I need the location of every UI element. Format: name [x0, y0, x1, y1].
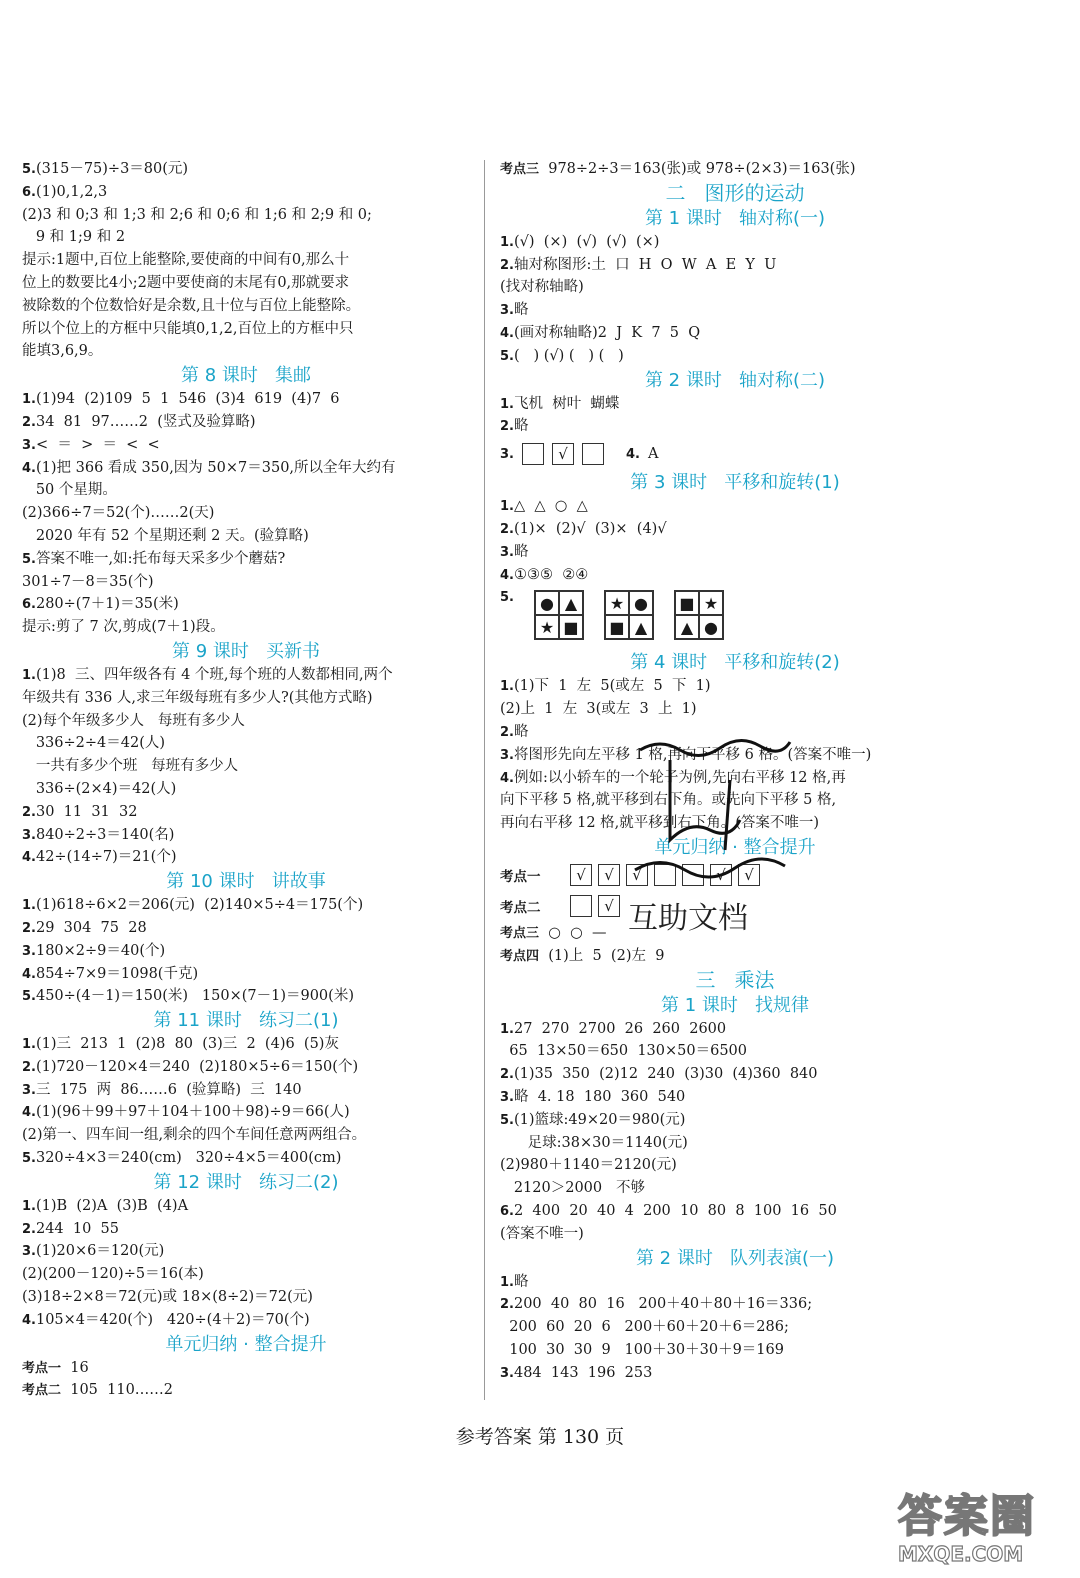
answer-line [22, 1147, 470, 1170]
answer-text: (1)× (2)√ (3)× (4)√ [513, 520, 667, 537]
check-box: √ [626, 864, 648, 886]
question-number: 2. [22, 1059, 36, 1075]
answer-line [22, 502, 470, 525]
answer-line [500, 675, 970, 698]
question-number: 2. [500, 1067, 514, 1083]
answer-line [22, 1286, 470, 1309]
answer-text: 一共有多少个班 每班有多少人 [22, 758, 239, 775]
answer-line [500, 1200, 970, 1223]
answer-text: 450÷(4－1)＝150(米) 150×(7－1)＝900(米) [35, 988, 354, 1005]
section-heading: 第 12 课时 练习二(2) [153, 1171, 339, 1193]
shape-cell: ▲ [675, 615, 699, 639]
answer-line [22, 181, 470, 204]
answer-line [22, 801, 470, 824]
answer-line [22, 318, 470, 341]
answer-line [22, 1379, 470, 1402]
answer-text: 200 60 20 6 200＋60＋20＋6＝286; [500, 1319, 789, 1336]
answer-text: (画对称轴略)2 J K 7 5 Q [513, 324, 701, 341]
answer-line [500, 495, 970, 518]
check-box: √ [710, 864, 732, 886]
question-number: 5. [500, 348, 514, 364]
check-box: √ [570, 864, 592, 886]
section-heading: 三 乘法 [695, 967, 775, 992]
shape-cell: ● [535, 591, 559, 615]
check-box: √ [738, 864, 760, 886]
answer-line [500, 254, 970, 277]
answer-text: 向下平移 5 格,就平移到右下角。或先向下平移 5 格, [500, 792, 837, 809]
question-number: 1. [500, 679, 514, 695]
answer-line [22, 1124, 470, 1147]
answer-text: (答案不唯一) [500, 1225, 584, 1242]
answer-text: 200 40 80 16 200＋40＋80＋16＝336; [513, 1296, 813, 1313]
question-number: 1. [22, 898, 36, 914]
handwritten-watermark-scribble [630, 730, 800, 890]
answer-text: (3)18÷2×8＝72(元)或 18×(8÷2)＝72(元) [22, 1289, 313, 1306]
answer-line [22, 1309, 470, 1332]
answer-line [22, 755, 470, 778]
answer-text: 2120＞2000 不够 [500, 1180, 645, 1197]
question-number: 6. [22, 597, 36, 613]
answer-text: 被除数的个位数恰好是余数,且十位与百位上能整除。 [22, 297, 361, 314]
site-logo-url: MXQE.COM [898, 1542, 1024, 1566]
answer-text: (1)把 366 看成 350,因为 50×7＝350,所以全年大约有 [35, 459, 396, 476]
answer-text: △ △ ○ △ [513, 498, 588, 515]
question-number: 2. [500, 521, 514, 537]
answer-line [22, 1195, 470, 1218]
check-box: √ [552, 443, 574, 465]
question-number: 4. [22, 1105, 36, 1121]
answer-text: 例如:以小轿车的一个轮子为例,先向右平移 12 格,再 [513, 769, 846, 786]
answer-line [500, 1316, 970, 1339]
answer-line [500, 299, 970, 322]
check-box: √ [598, 895, 620, 917]
answer-text: (1)下 1 左 5(或左 5 下 1) [513, 678, 711, 695]
check-box [582, 443, 604, 465]
answer-text: 略 [513, 302, 529, 319]
answer-line [22, 593, 470, 616]
answer-text: 50 个星期。 [22, 482, 117, 499]
answer-text: 9 和 1;9 和 2 [22, 229, 126, 246]
question-number: 3. [22, 437, 36, 453]
question-number: 1. [22, 1037, 36, 1053]
answer-line [22, 1079, 470, 1102]
answer-text: 978÷2÷3＝163(张)或 978÷(2×3)＝163(张) [539, 161, 856, 177]
answer-text: 16 [61, 1359, 89, 1376]
left-column [22, 158, 470, 1402]
section-heading: 第 2 课时 队列表演(一) [635, 1247, 835, 1269]
answer-text: 320÷4×3＝240(cm) 320÷4×5＝400(cm) [35, 1150, 342, 1167]
section-heading: 第 1 课时 轴对称(一) [644, 207, 826, 229]
answer-text: 65 13×50＝650 130×50＝6500 [500, 1043, 748, 1060]
answer-line [22, 204, 470, 227]
question-number: 6. [500, 1203, 514, 1219]
question-number: 5. [500, 590, 514, 606]
answer-line [22, 778, 470, 801]
answer-line [22, 388, 470, 411]
answer-line [22, 411, 470, 434]
shape-cell: ▲ [559, 591, 583, 615]
shape-cell: ★ [535, 615, 559, 639]
answer-line [22, 664, 470, 687]
answer-line [22, 158, 470, 181]
shape-cell: ★ [605, 591, 629, 615]
answer-line [22, 457, 470, 480]
answer-text: ①③⑤ ②④ [513, 566, 589, 583]
shape-grids-row [500, 586, 970, 650]
section-heading: 单元归纳 · 整合提升 [654, 836, 816, 858]
answer-line [500, 1271, 970, 1294]
answer-line [22, 894, 470, 917]
question-number: 4. [500, 325, 514, 341]
answer-text: 略 [513, 723, 529, 740]
check-box [570, 895, 592, 917]
answer-line [500, 1063, 970, 1086]
answer-line-boxes [500, 438, 970, 470]
question-number: 4. [625, 446, 640, 462]
section-heading: 二 图形的运动 [665, 180, 805, 205]
question-number: 3. [500, 544, 514, 560]
answer-text: 840÷2÷3＝140(名) [35, 826, 175, 843]
question-number: 考点二 [22, 1383, 62, 1399]
answer-line [500, 518, 970, 541]
answer-text: 将图形先向左平移 1 格,再向下平移 6 格。(答案不唯一) [513, 746, 872, 763]
answer-line [22, 1357, 470, 1380]
answer-text: 提示:1题中,百位上能整除,要使商的中间有0,那么十 [22, 252, 350, 269]
check-box: √ [598, 864, 620, 886]
answer-line [22, 687, 470, 710]
answer-text: (2)每个年级多少人 每班有多少人 [22, 712, 245, 729]
answer-text: 105 110……2 [61, 1382, 174, 1399]
answer-line [500, 1109, 970, 1132]
answer-text: 29 304 75 28 [35, 919, 147, 936]
section-heading: 第 9 课时 买新书 [171, 640, 321, 662]
answer-line [500, 1040, 970, 1063]
question-number: 1. [500, 234, 514, 250]
answer-text: (1)8 三、四年级各有 4 个班,每个班的人数都相同,两个 [35, 666, 393, 683]
answer-text: 答案不唯一,如:托布每天采多少个蘑菇? [35, 550, 286, 567]
question-number: 3. [500, 1365, 514, 1381]
question-number: 2. [500, 1297, 514, 1313]
answer-text: 2020 年有 52 个星期还剩 2 天。(验算略) [22, 527, 309, 544]
answer-line [500, 393, 970, 416]
answer-text: 42÷(14÷7)＝21(个) [35, 849, 177, 866]
question-number: 4. [22, 1312, 36, 1328]
answer-text: (1)(96＋99＋97＋104＋100＋98)÷9＝66(人) [35, 1104, 350, 1121]
section-heading: 第 4 课时 平移和旋转(2) [630, 652, 840, 674]
question-number: 3. [500, 747, 514, 763]
answer-line [22, 226, 470, 249]
question-number: 3. [22, 827, 36, 843]
question-number: 4. [22, 966, 36, 982]
question-number: 3. [22, 1244, 36, 1260]
answer-line [22, 571, 470, 594]
answer-text: < ＝ > ＝ < < [35, 436, 160, 453]
answer-text: ○ ○ — [539, 924, 607, 941]
answer-line [500, 1086, 970, 1109]
question-number: 5. [22, 551, 36, 567]
answer-line [22, 340, 470, 363]
answer-text: 再向右平移 12 格,就平移到右下角。(答案不唯一) [500, 815, 820, 832]
answer-text: (2)3 和 0;3 和 1;3 和 2;6 和 0;6 和 1;6 和 2;9 和 0; [22, 206, 372, 223]
section-heading: 第 10 课时 讲故事 [166, 871, 326, 893]
question-number: 1. [22, 1198, 36, 1214]
answer-line [500, 345, 970, 368]
answer-line [500, 541, 970, 564]
answer-text: A [647, 446, 659, 463]
answer-text: 轴对称图形:土 口 H O W A E Y U [513, 256, 777, 273]
question-number: 考点三 [500, 925, 540, 941]
answer-line [22, 1101, 470, 1124]
answer-line [500, 1132, 970, 1155]
answer-text: ( ) (√) ( ) ( ) [513, 347, 624, 364]
question-number: 2. [500, 724, 514, 740]
answer-text: (1)三 213 1 (2)8 80 (3)三 2 (4)6 (5)灰 [35, 1036, 339, 1053]
answer-text: 100 30 30 9 100＋30＋30＋9＝169 [500, 1341, 784, 1358]
question-number: 3. [500, 1089, 514, 1105]
answer-text: (2)上 1 左 3(或左 3 上 1) [500, 701, 697, 718]
question-number: 1. [500, 1274, 514, 1290]
answer-text: (1)94 (2)109 5 1 546 (3)4 619 (4)7 6 [35, 391, 340, 408]
answer-line [500, 1154, 970, 1177]
answer-text: (2)980＋1140＝2120(元) [500, 1157, 677, 1174]
answer-text: (1)618÷6×2＝206(元) (2)140×5÷4＝175(个) [35, 897, 364, 914]
answer-text: (2)366÷7＝52(个)……2(天) [22, 505, 215, 522]
answer-text: (2)第一、四车间一组,剩余的四个车间任意两两组合。 [22, 1127, 367, 1144]
answer-text: 三 175 两 86……6 (验算略) 三 140 [35, 1081, 302, 1098]
answer-text: (1)35 350 (2)12 240 (3)30 (4)360 840 [513, 1066, 818, 1083]
question-number: 1. [500, 1021, 514, 1037]
answer-line [22, 548, 470, 571]
answer-text: 336÷2÷4＝42(人) [22, 735, 166, 752]
answer-line [22, 846, 470, 869]
answer-text: (2)(200－120)÷5＝16(本) [22, 1266, 204, 1283]
question-number: 6. [22, 184, 36, 200]
answer-line [500, 322, 970, 345]
answer-text: (1)0,1,2,3 [35, 183, 108, 200]
shape-grid [674, 590, 724, 640]
answer-line [22, 434, 470, 457]
question-number: 考点一 [22, 1360, 62, 1376]
answer-line [22, 1056, 470, 1079]
answer-line [500, 158, 970, 181]
answer-text: 位上的数要比4小;2题中要使商的末尾有0,那就要求 [22, 274, 350, 291]
answer-line [22, 917, 470, 940]
shape-cell: ■ [675, 591, 699, 615]
answer-text: 提示:剪了 7 次,剪成(7＋1)段。 [22, 619, 225, 636]
section-heading: 单元归纳 · 整合提升 [165, 1333, 327, 1355]
question-number: 3. [500, 303, 514, 319]
answer-line [22, 1033, 470, 1056]
column-divider [484, 160, 485, 1400]
answer-text: 34 81 97……2 (竖式及验算略) [35, 413, 256, 430]
section-heading: 第 11 课时 练习二(1) [153, 1010, 339, 1032]
answer-line [22, 1263, 470, 1286]
section-heading: 第 2 课时 轴对称(二) [644, 369, 826, 391]
answer-line [22, 295, 470, 318]
answer-text: (1)B (2)A (3)B (4)A [35, 1197, 189, 1214]
answer-text: (√) (×) (√) (√) (×) [513, 233, 660, 250]
answer-line [500, 1018, 970, 1041]
question-number: 2. [500, 257, 514, 273]
question-number: 考点三 [500, 162, 540, 177]
question-number: 5. [500, 1112, 514, 1128]
question-number: 4. [500, 770, 514, 786]
answer-text: (1)上 5 (2)左 9 [539, 947, 665, 964]
question-number: 3. [22, 1082, 36, 1098]
answer-line [500, 945, 970, 968]
answer-line [22, 525, 470, 548]
answer-line [500, 1223, 970, 1246]
question-number: 5. [22, 989, 36, 1005]
answer-line [500, 1177, 970, 1200]
question-number: 考点四 [500, 948, 540, 964]
site-logo [898, 1480, 1068, 1570]
answer-text: 所以个位上的方框中只能填0,1,2,百位上的方框中只 [22, 320, 354, 337]
answer-line [500, 564, 970, 587]
shape-cell: ★ [699, 591, 723, 615]
answer-line [500, 231, 970, 254]
check-box [522, 443, 544, 465]
question-number: 5. [22, 162, 36, 177]
answer-line [500, 1362, 970, 1385]
answer-text: 2 400 20 40 4 200 10 80 8 100 16 50 [513, 1202, 837, 1219]
question-number: 2. [22, 920, 36, 936]
answer-line [22, 940, 470, 963]
answer-line [22, 616, 470, 639]
watermark-text: 互助文档 [628, 901, 748, 936]
question-number: 1. [22, 667, 36, 683]
shape-cell: ● [629, 591, 653, 615]
question-number: 1. [500, 396, 514, 412]
answer-text: 854÷7×9＝1098(千克) [35, 965, 199, 982]
answer-text: 244 10 55 [35, 1220, 119, 1237]
answer-text: 301÷7－8＝35(个) [22, 573, 154, 590]
question-number: 2. [22, 1221, 36, 1237]
answer-text: 年级共有 336 人,求三年级每班有多少人?(其他方式略) [22, 689, 373, 706]
section-heading: 第 3 课时 平移和旋转(1) [630, 472, 840, 494]
page-footer: 参考答案 第 130 页 [455, 1426, 625, 1448]
answer-text: 足球:38×30＝1140(元) [500, 1134, 688, 1151]
section-heading: 第 1 课时 找规律 [660, 994, 810, 1016]
answer-line [500, 415, 970, 438]
question-number: 4. [500, 567, 514, 583]
question-number: 2. [22, 414, 36, 430]
answer-text: (315－75)÷3＝80(元) [35, 161, 189, 177]
section-heading: 第 8 课时 集邮 [180, 365, 312, 387]
question-number: 2. [500, 419, 514, 435]
checkpoint-label: 考点二 [500, 900, 541, 917]
answer-line [22, 963, 470, 986]
answer-line [500, 1293, 970, 1316]
answer-text: 飞机 树叶 蝴蝶 [513, 395, 620, 412]
shape-cell: ■ [605, 615, 629, 639]
answer-line [500, 1339, 970, 1362]
question-number: 1. [22, 392, 36, 408]
answer-text: 略 [513, 543, 529, 560]
answer-text: 336÷(2×4)＝42(人) [22, 780, 177, 797]
answer-text: 30 11 31 32 [35, 803, 138, 820]
answer-text: 能填3,6,9。 [22, 343, 103, 360]
answer-text: 484 143 196 253 [513, 1364, 653, 1381]
question-number: 3. [500, 446, 514, 462]
answer-line [22, 249, 470, 272]
answer-line [22, 1240, 470, 1263]
shape-grid [604, 590, 654, 640]
answer-text: 105×4＝420(个) 420÷(4＋2)＝70(个) [35, 1311, 310, 1328]
answer-text: 27 270 2700 26 260 2600 [513, 1020, 727, 1037]
question-number: 4. [22, 850, 36, 866]
answer-line [22, 824, 470, 847]
answer-text: 280÷(7＋1)＝35(米) [35, 596, 179, 613]
site-logo-text: 答案圈 [898, 1491, 1036, 1542]
answer-text: 略 4. 18 180 360 540 [513, 1088, 686, 1105]
answer-line [22, 732, 470, 755]
answer-line [500, 276, 970, 299]
shape-grid [534, 590, 584, 640]
answer-line [500, 698, 970, 721]
answer-text: 略 [513, 418, 529, 435]
answer-line [22, 985, 470, 1008]
answer-line [22, 272, 470, 295]
shape-cell: ▲ [629, 615, 653, 639]
question-number: 5. [22, 1151, 36, 1167]
answer-line [22, 710, 470, 733]
answer-text: 略 [513, 1273, 529, 1290]
question-number: 1. [500, 499, 514, 515]
answer-text: (1)720－120×4＝240 (2)180×5÷6＝150(个) [35, 1058, 359, 1075]
question-number: 3. [22, 943, 36, 959]
question-number: 4. [22, 460, 36, 476]
answer-text: (1)20×6＝120(元) [35, 1243, 165, 1260]
answer-text: (找对称轴略) [500, 279, 584, 296]
answer-line [22, 1218, 470, 1241]
question-number: 2. [22, 804, 36, 820]
answer-line [22, 479, 470, 502]
shape-cell: ● [699, 615, 723, 639]
answer-text: (1)篮球:49×20＝980(元) [513, 1111, 686, 1128]
checkpoint-label: 考点一 [500, 869, 541, 886]
shape-cell: ■ [559, 615, 583, 639]
answer-text: 180×2÷9＝40(个) [35, 942, 166, 959]
